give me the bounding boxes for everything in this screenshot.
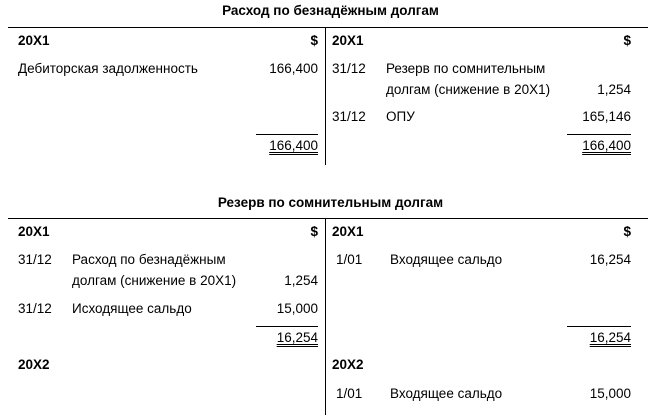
credit-entry-date: 31/12: [332, 109, 366, 124]
credit-entry-desc: Входящее сальдо: [390, 252, 503, 267]
credit-entry-desc-line1: Резерв по сомнительным: [386, 61, 546, 76]
credit-total: 166,400: [582, 138, 631, 153]
credit-entry-amount: 15,000: [589, 386, 631, 401]
credit-year: 20X1: [332, 224, 364, 239]
credit-entry-desc: Входящее сальдо: [390, 386, 503, 401]
debit-year: 20X2: [18, 357, 50, 372]
credit-entry-desc: ОПУ: [386, 109, 415, 124]
debit-entry-desc: Дебиторская задолженность: [18, 61, 198, 76]
debit-entry-desc: Исходящее сальдо: [72, 301, 192, 316]
debit-currency: $: [310, 224, 318, 239]
account-title: Расход по безнадёжным долгам: [222, 3, 439, 18]
debit-entry-amount: 166,400: [269, 61, 318, 76]
credit-entry-amount: 16,254: [589, 252, 631, 267]
credit-total-rule: [567, 326, 631, 327]
debit-entry-date: 31/12: [18, 252, 52, 267]
credit-entry-desc-line2: долгам (снижение в 20X1): [386, 82, 551, 97]
debit-currency: $: [310, 33, 318, 48]
credit-year: 20X1: [332, 33, 364, 48]
credit-currency: $: [623, 33, 631, 48]
debit-total: 166,400: [269, 138, 318, 153]
t-account-divider: [325, 218, 326, 415]
credit-total-rule: [567, 134, 631, 135]
debit-total: 16,254: [276, 330, 318, 345]
account-title: Резерв по сомнительным долгам: [217, 195, 444, 210]
t-account-top-line: [8, 27, 648, 28]
credit-year: 20X2: [332, 357, 364, 372]
credit-currency: $: [623, 224, 631, 239]
t-account-divider: [325, 27, 326, 165]
debit-total-rule: [256, 134, 318, 135]
credit-entry-date: 31/12: [332, 61, 366, 76]
credit-entry-amount: 1,254: [597, 82, 631, 97]
debit-year: 20X1: [18, 33, 50, 48]
debit-year: 20X1: [18, 224, 50, 239]
debit-entry-desc-line1: Расход по безнадёжным: [72, 252, 226, 267]
credit-entry-date: 1/01: [336, 252, 363, 267]
t-account-top-line: [8, 218, 648, 219]
debit-entry-amount: 15,000: [276, 301, 318, 316]
credit-entry-amount: 165,146: [582, 109, 631, 124]
credit-total: 16,254: [589, 330, 631, 345]
debit-entry-desc-line2: долгам (снижение в 20X1): [72, 273, 237, 288]
debit-entry-amount: 1,254: [284, 273, 318, 288]
credit-entry-date: 1/01: [336, 386, 363, 401]
debit-entry-date: 31/12: [18, 301, 52, 316]
debit-total-rule: [256, 326, 318, 327]
